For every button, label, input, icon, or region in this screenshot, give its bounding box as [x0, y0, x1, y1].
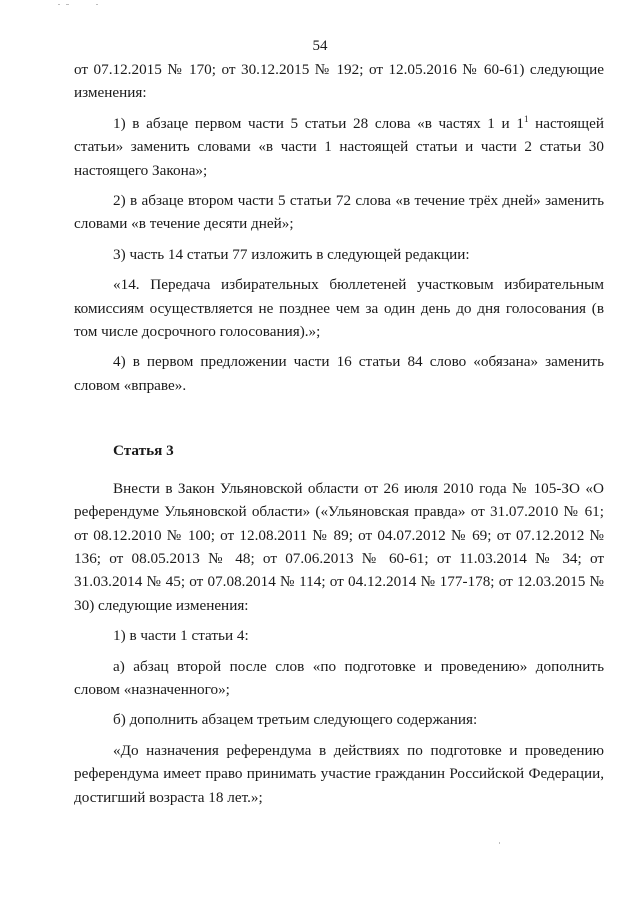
item-1-text-end: настоящей статьи» заменить словами «в части 1 настоящей статьи и части 2 статьи 30 настоящего Закона»; [74, 114, 604, 179]
paragraph-subitem-b: б) дополнить абзацем третьим следующего содержания: [113, 711, 478, 729]
paragraph-subitem-a: а) абзац второй после слов «по подготовке и проведению» дополнить словом «назначенного»; [74, 657, 604, 698]
item-1-superscript: 1 [523, 113, 529, 124]
paragraph-continuation: от 07.12.2015 № 170; от 30.12.2015 № 192; от 12.05.2016 № 60-61) следующие изменения: [74, 61, 604, 102]
scan-artifact [58, 4, 60, 5]
page-number: 54 [312, 38, 328, 54]
paragraph-item-4: 4) в первом предложении части 16 статьи 84 слово «обязана» заменить словом «вправе». [74, 353, 604, 394]
document-body [74, 58, 604, 816]
item-1-text-start: 1) в абзаце первом части 5 статьи 28 слова «в частях 1 и 1 [113, 114, 524, 132]
scan-artifact [66, 4, 69, 5]
paragraph-item-3: 3) часть 14 статьи 77 изложить в следующей редакции: [113, 245, 470, 263]
paragraph-article-3-intro: Внести в Закон Ульяновской области от 26 июля 2010 года № 105-ЗО «О референдуме Ульяновской области» («Ульяновская правда» от 31.07.2010 № 61; от 08.12.2010 № 100; от 12.08.2011 № 89; от 04.07.2012 № 69; от 07.12.2012 № 136; от 08.05.2013 № 48; от 07.06.2013 № 60-61; от 11.03.2014 № 34; от 31.03.2014 № 45; от 07.08.2014 № 114; от 04.12.2014 № 177-178; от 12.03.2015 № 30) следующие изменения: [74, 479, 604, 614]
article-heading: Статья 3 [113, 442, 174, 460]
paragraph-article-3-item-1: 1) в части 1 статьи 4: [113, 627, 249, 645]
paragraph-quote-new-abzac: «До назначения референдума в действиях по подготовке и проведению референдума имеет право принимать участие гражданин Российской Федерации, достигший возраста 18 лет.»; [74, 741, 604, 806]
scan-artifact [499, 842, 500, 844]
paragraph-item-1 [74, 112, 604, 182]
paragraph-item-2: 2) в абзаце втором части 5 статьи 72 слова «в течение трёх дней» заменить словами «в течение десяти дней»; [74, 192, 604, 233]
scan-artifact [96, 4, 98, 5]
paragraph-quote-14: «14. Передача избирательных бюллетеней участковым избирательным комиссиям осуществляется не позднее чем за один день до дня голосования (в том числе досрочного голосования).»; [74, 276, 604, 341]
